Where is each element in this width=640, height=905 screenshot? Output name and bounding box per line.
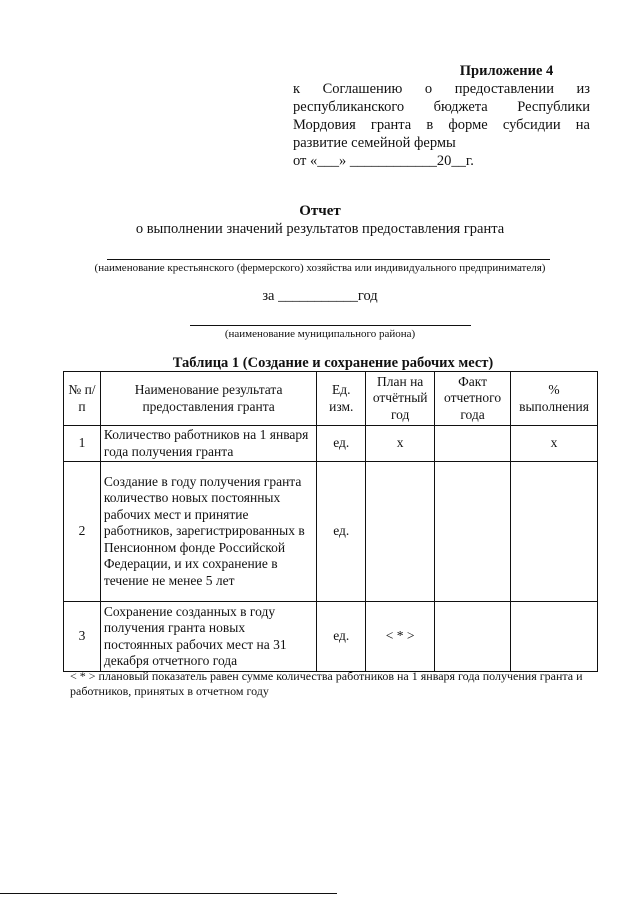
farm-name-line — [107, 259, 550, 260]
cell-fact — [435, 602, 511, 672]
header-name: Наименование результата предоставления гранта — [100, 372, 316, 426]
report-subtitle: о выполнении значений результатов предоставления гранта — [135, 221, 505, 237]
appendix-title: Приложение 4 — [459, 63, 554, 79]
district-name-caption: (наименование муниципального района) — [224, 328, 416, 340]
district-name-line — [190, 325, 471, 326]
cell-plan — [366, 462, 435, 602]
report-period: за ___________год — [262, 288, 378, 304]
cell-name: Создание в году получения гранта количество новых постоянных рабочих мест и принятие работников, зарегистрированных в Пенсионном фонде Российской Федерации, и их сохранение в течение не менее 5 лет — [100, 462, 316, 602]
appendix-line: Мордовия гранта в форме субсидии на — [293, 117, 590, 133]
cell-num: 3 — [64, 602, 101, 672]
cell-plan: x — [366, 426, 435, 462]
header-percent: % выполнения — [511, 372, 598, 426]
appendix-line: к Соглашению о предоставлении из — [293, 81, 590, 97]
header-unit: Ед. изм. — [317, 372, 366, 426]
cell-percent: x — [511, 426, 598, 462]
appendix-line: республиканского бюджета Республики — [293, 99, 590, 115]
header-fact: Факт отчетного года — [435, 372, 511, 426]
table-row — [64, 426, 598, 462]
header-num: № п/п — [64, 372, 101, 426]
header-plan: План на отчётный год — [366, 372, 435, 426]
appendix-block — [293, 62, 590, 170]
table-footnote: < * > плановый показатель равен сумме количества работников на 1 января года получения гранта и работников, принятых в отчетном году — [70, 669, 583, 698]
report-title: Отчет — [299, 203, 341, 219]
table-row — [64, 462, 598, 602]
cell-fact — [435, 462, 511, 602]
results-table — [63, 371, 598, 672]
cell-percent — [511, 462, 598, 602]
cell-name: Сохранение созданных в году получения гранта новых постоянных рабочих мест на 31 декабря отчетного года — [100, 602, 316, 672]
farm-name-caption: (наименование крестьянского (фермерского) хозяйства или индивидуального предпринимателя) — [94, 262, 546, 274]
page-footer-line — [0, 893, 337, 894]
table-row — [64, 602, 598, 672]
cell-unit: ед. — [317, 426, 366, 462]
cell-name: Количество работников на 1 января года получения гранта — [100, 426, 316, 462]
cell-unit: ед. — [317, 602, 366, 672]
cell-plan: < * > — [366, 602, 435, 672]
cell-num: 2 — [64, 462, 101, 602]
cell-fact — [435, 426, 511, 462]
table-header-row — [64, 372, 598, 426]
cell-num: 1 — [64, 426, 101, 462]
appendix-date-line: от «___» ____________20__г. — [293, 153, 474, 169]
appendix-line: развитие семейной фермы — [293, 135, 456, 151]
cell-unit: ед. — [317, 462, 366, 602]
table-title: Таблица 1 (Создание и сохранение рабочих мест) — [172, 355, 494, 371]
cell-percent — [511, 602, 598, 672]
